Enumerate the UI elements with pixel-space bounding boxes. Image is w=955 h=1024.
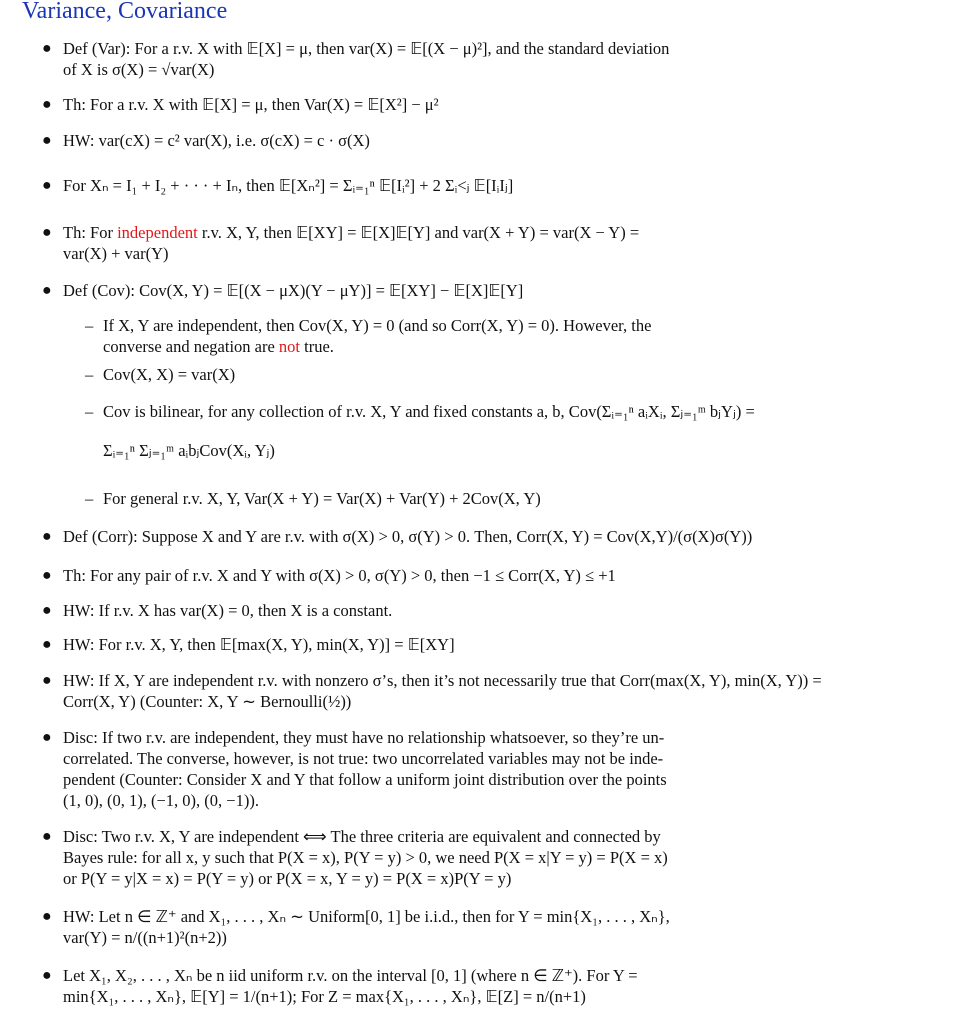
bullet-icon: ● xyxy=(42,602,52,619)
item-line: Corr(X, Y) (Counter: X, Y ∼ Bernoulli(½)) xyxy=(63,692,352,711)
item-line: Let X₁, X₂, . . . , Xₙ be n iid uniform r.v. on the interval [0, 1] (where n ∈ ℤ⁺). For Y = xyxy=(63,966,638,985)
dash-marker: – xyxy=(85,316,94,335)
item-line: HW: For r.v. X, Y, then 𝔼[max(X, Y), min(X, Y)] = 𝔼[XY] xyxy=(63,635,455,654)
item-text: r.v. X, Y, then 𝔼[XY] = 𝔼[X]𝔼[Y] and var(X + Y) = var(X − Y) = xyxy=(197,223,640,242)
sub-list-item xyxy=(85,401,755,461)
dash-marker: – xyxy=(85,489,94,508)
bullet-icon: ● xyxy=(42,567,52,584)
bullet-icon: ● xyxy=(42,828,52,845)
item-line: Bayes rule: for all x, y such that P(X = x), P(Y = y) > 0, we need P(X = x|Y = y) = P(X = x) xyxy=(63,848,668,867)
highlight-independent: independent xyxy=(117,223,198,242)
item-line: var(Y) = n/((n+1)²(n+2)) xyxy=(63,928,227,947)
item-line: For general r.v. X, Y, Var(X + Y) = Var(X) + Var(Y) + 2Cov(X, Y) xyxy=(103,489,541,508)
bullet-icon: ● xyxy=(42,40,52,57)
dash-marker: – xyxy=(85,402,94,421)
item-line: Def (Var): For a r.v. X with 𝔼[X] = μ, then var(X) = 𝔼[(X − μ)²], and the standard deviation xyxy=(63,39,670,58)
bullet-icon: ● xyxy=(42,672,52,689)
item-line: HW: Let n ∈ ℤ⁺ and X₁, . . . , Xₙ ∼ Uniform[0, 1] be i.i.d., then for Y = min{X₁, . . . , Xₙ}, xyxy=(63,907,670,926)
list-item xyxy=(42,906,670,948)
list-item xyxy=(42,38,670,80)
sub-list-item xyxy=(85,364,236,385)
list-item xyxy=(42,634,455,655)
list-item xyxy=(42,280,524,301)
list-item xyxy=(42,965,638,1007)
item-line: Th: For a r.v. X with 𝔼[X] = μ, then Var(X) = 𝔼[X²] − μ² xyxy=(63,95,439,114)
list-item xyxy=(42,94,439,115)
bullet-icon: ● xyxy=(42,224,52,241)
list-item xyxy=(42,727,667,811)
item-line: or P(Y = y|X = x) = P(Y = y) or P(X = x, Y = y) = P(X = x)P(Y = y) xyxy=(63,869,512,888)
section-title: Variance, Covariance xyxy=(22,0,228,24)
list-item xyxy=(42,565,616,586)
bullet-icon: ● xyxy=(42,282,52,299)
bullet-icon: ● xyxy=(42,636,52,653)
item-line: min{X₁, . . . , Xₙ}, 𝔼[Y] = 1/(n+1); For Z = max{X₁, . . . , Xₙ}, 𝔼[Z] = n/(n+1) xyxy=(63,987,586,1006)
item-text: Th: For xyxy=(63,223,118,242)
item-line: pendent (Counter: Consider X and Y that follow a uniform joint distribution over the points xyxy=(63,770,667,789)
bullet-icon: ● xyxy=(42,528,52,545)
item-line: For Xₙ = I₁ + I₂ + · · · + Iₙ, then 𝔼[Xₙ²] = Σᵢ₌₁ⁿ 𝔼[Iᵢ²] + 2 Σᵢ<ⱼ 𝔼[IᵢIⱼ] xyxy=(63,176,514,195)
item-line: Def (Cov): Cov(X, Y) = 𝔼[(X − μX)(Y − μY)] = 𝔼[XY] − 𝔼[X]𝔼[Y] xyxy=(63,281,524,300)
bullet-icon: ● xyxy=(42,908,52,925)
dash-marker: – xyxy=(85,365,94,384)
item-line: of X is σ(X) = √var(X) xyxy=(63,60,215,79)
sub-list-item xyxy=(85,315,652,357)
highlight-not: not xyxy=(278,337,301,356)
item-line: correlated. The converse, however, is not true: two uncorrelated variables may not be inde- xyxy=(63,749,664,768)
bullet-icon: ● xyxy=(42,967,52,984)
item-line: Cov(X, X) = var(X) xyxy=(103,365,236,384)
list-item xyxy=(42,600,393,621)
list-item xyxy=(42,526,753,547)
item-line: var(X) + var(Y) xyxy=(63,244,169,263)
list-item xyxy=(42,175,514,196)
item-line xyxy=(63,222,639,243)
list-item xyxy=(42,222,640,264)
item-line: HW: If X, Y are independent r.v. with nonzero σ’s, then it’s not necessarily true that Corr(max(X, Y), min(X, Y)) = xyxy=(63,671,822,690)
list-item xyxy=(42,670,822,712)
item-line: (1, 0), (0, 1), (−1, 0), (0, −1)). xyxy=(63,791,259,810)
list-item xyxy=(42,130,370,151)
item-text: converse and negation are xyxy=(103,337,279,356)
item-line: HW: If r.v. X has var(X) = 0, then X is a constant. xyxy=(63,601,393,620)
sub-list-item xyxy=(85,488,541,509)
item-line: Disc: Two r.v. X, Y are independent ⟺ The three criteria are equivalent and connected by xyxy=(63,827,661,846)
item-line: Def (Corr): Suppose X and Y are r.v. with σ(X) > 0, σ(Y) > 0. Then, Corr(X, Y) = Cov(X,Y)/(σ(X)σ(Y)) xyxy=(63,527,753,546)
bullet-icon: ● xyxy=(42,132,52,149)
item-line: Disc: If two r.v. are independent, they must have no relationship whatsoever, so they’re un- xyxy=(63,728,665,747)
item-line: HW: var(cX) = c² var(X), i.e. σ(cX) = c · σ(X) xyxy=(63,131,370,150)
bullet-icon: ● xyxy=(42,177,52,194)
bullet-icon: ● xyxy=(42,96,52,113)
item-line: Cov is bilinear, for any collection of r.v. X, Y and fixed constants a, b, Cov(Σᵢ₌₁ⁿ aᵢXᵢ, Σⱼ₌₁ᵐ bⱼYⱼ) = xyxy=(103,402,755,421)
item-text: true. xyxy=(300,337,334,356)
item-line: If X, Y are independent, then Cov(X, Y) = 0 (and so Corr(X, Y) = 0). However, the xyxy=(103,316,652,335)
item-line xyxy=(103,336,651,357)
list-item xyxy=(42,826,668,889)
bullet-icon: ● xyxy=(42,729,52,746)
item-line: Σᵢ₌₁ⁿ Σⱼ₌₁ᵐ aᵢbⱼCov(Xᵢ, Yⱼ) xyxy=(103,441,275,460)
item-line: Th: For any pair of r.v. X and Y with σ(X) > 0, σ(Y) > 0, then −1 ≤ Corr(X, Y) ≤ +1 xyxy=(63,566,616,585)
